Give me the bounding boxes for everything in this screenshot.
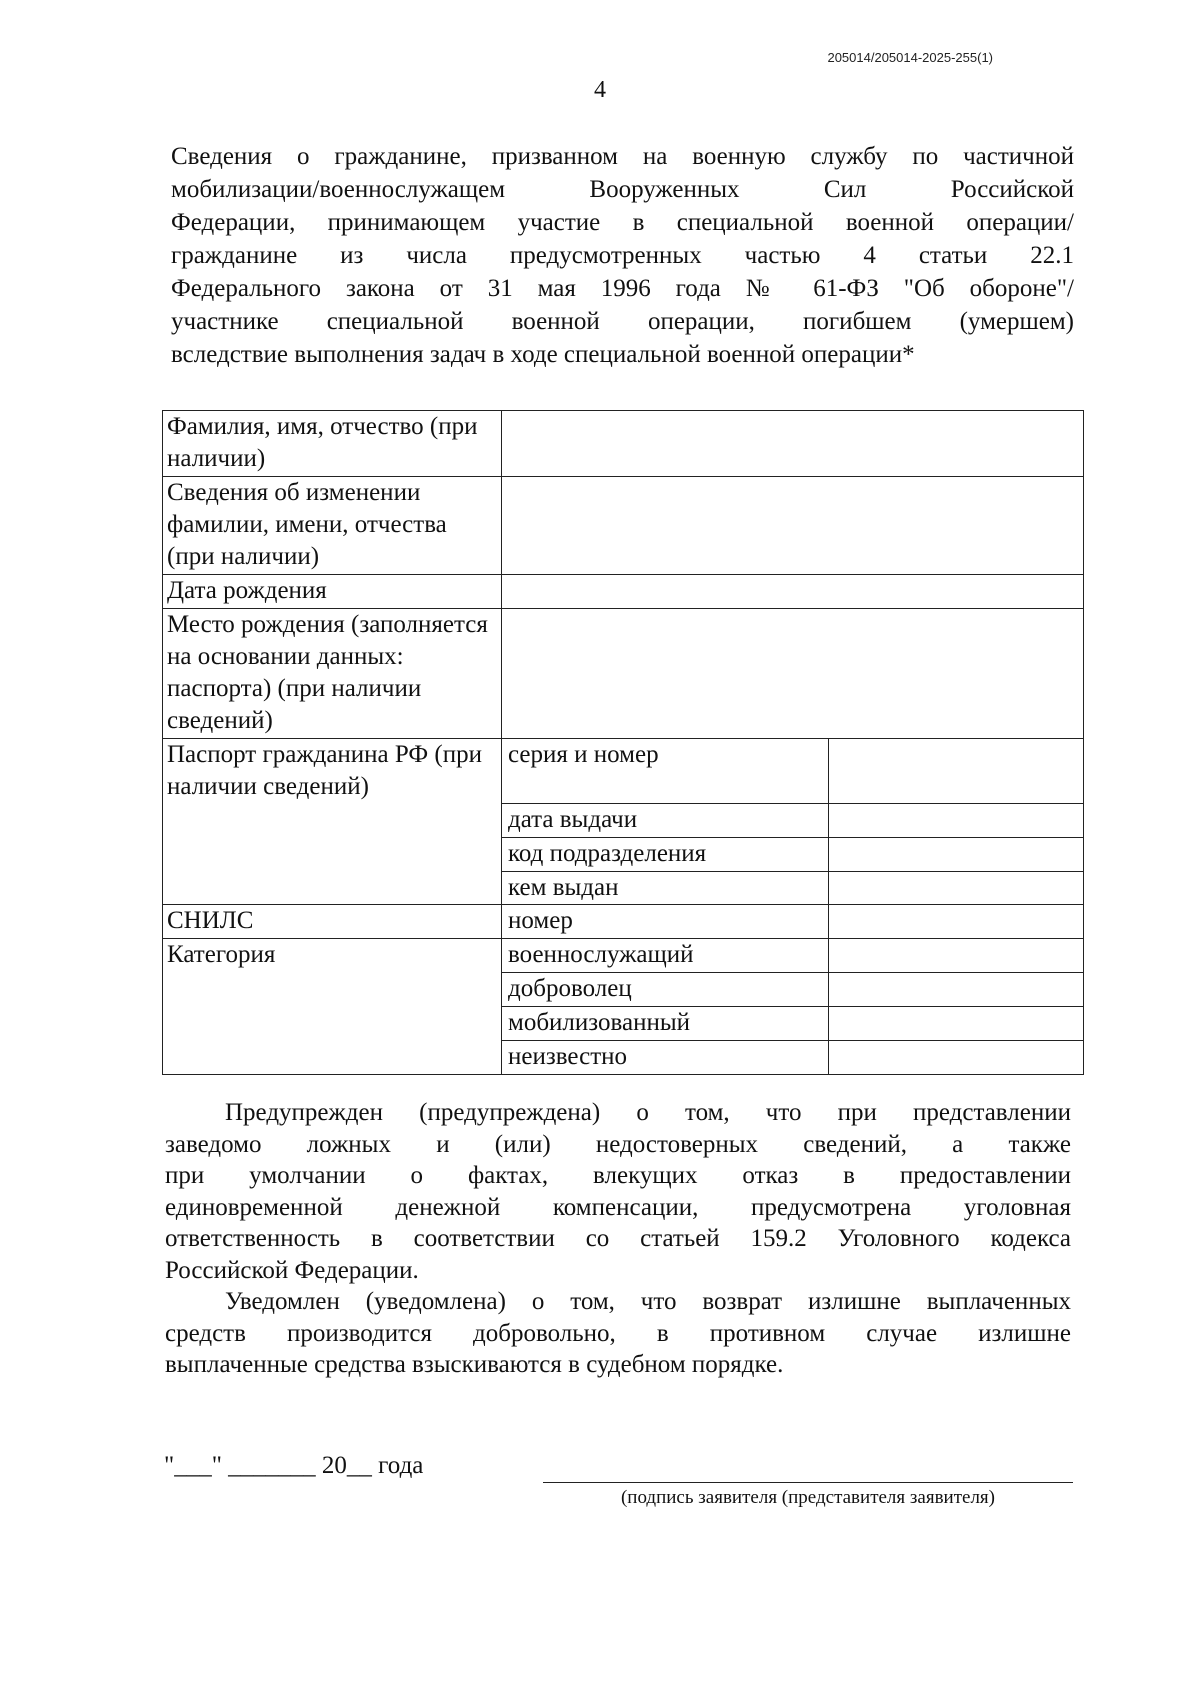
- category-volunteer-label: доброволец: [502, 972, 829, 1006]
- notice-line: выплаченные средства взыскиваются в судебном порядке.: [165, 1351, 784, 1379]
- name-change-field[interactable]: [502, 477, 1084, 575]
- passport-issued-by-label: кем выдан: [502, 871, 829, 904]
- passport-series-label: серия и номер: [502, 739, 829, 804]
- category-serviceman-field[interactable]: [829, 938, 1084, 972]
- signature-date: "___" _______ 20__ года: [164, 1452, 424, 1479]
- warning-line: Предупрежден (предупреждена) о том, что при представлении: [225, 1099, 1071, 1126]
- birth-date-label: Дата рождения: [163, 575, 502, 609]
- document-number: 205014/205014-2025-255(1): [827, 50, 993, 65]
- table-row: [163, 837, 1084, 871]
- warning-line: Российской Федерации.: [165, 1256, 419, 1284]
- table-row: [163, 739, 1084, 804]
- category-label: Категория: [163, 938, 502, 972]
- table-row: [163, 411, 1084, 477]
- signature-caption: (подпись заявителя (представителя заявителя): [620, 1487, 996, 1508]
- heading-line: участнике специальной военной операции, погибшем (умершем): [171, 308, 1074, 335]
- category-label-cont: [163, 972, 502, 1006]
- category-unknown-field[interactable]: [829, 1040, 1084, 1074]
- passport-label-cont: [163, 837, 502, 871]
- category-label-cont: [163, 1040, 502, 1074]
- passport-issue-date-label: дата выдачи: [502, 803, 829, 837]
- passport-unit-code-field[interactable]: [829, 837, 1084, 871]
- heading-line: мобилизации/военнослужащем Вооруженных Сил Российской: [171, 176, 1074, 203]
- table-row: [163, 904, 1084, 938]
- warning-line: при умолчании о фактах, влекущих отказ в предоставлении: [165, 1162, 1071, 1190]
- heading-line: Федерации, принимающем участие в специальной военной операции/: [171, 209, 1074, 236]
- warning-line: заведомо ложных и (или) недостоверных сведений, а также: [165, 1130, 1071, 1158]
- name-change-label: Сведения об изменении фамилии, имени, отчества (при наличии): [163, 477, 502, 575]
- passport-unit-code-label: код подразделения: [502, 837, 829, 871]
- full-name-label: Фамилия, имя, отчество (при наличии): [163, 411, 502, 477]
- heading-line: Федерального закона от 31 мая 1996 года № 61-ФЗ "Об обороне"/: [171, 275, 1074, 302]
- category-mobilized-field[interactable]: [829, 1006, 1084, 1040]
- notice-line: средств производится добровольно, в противном случае излишне: [165, 1319, 1071, 1347]
- category-mobilized-label: мобилизованный: [502, 1006, 829, 1040]
- category-label-cont: [163, 1006, 502, 1040]
- passport-issued-by-field[interactable]: [829, 871, 1084, 904]
- table-row: [163, 1006, 1084, 1040]
- table-row: [163, 609, 1084, 739]
- birth-date-field[interactable]: [502, 575, 1084, 609]
- warning-line: ответственность в соответствии со статьей 159.2 Уголовного кодекса: [165, 1225, 1071, 1253]
- table-row: [163, 1040, 1084, 1074]
- passport-series-field[interactable]: [829, 739, 1084, 804]
- birth-place-field[interactable]: [502, 609, 1084, 739]
- full-name-field[interactable]: [502, 411, 1084, 477]
- table-row: [163, 477, 1084, 575]
- table-row: [163, 871, 1084, 904]
- warning-line: единовременной денежной компенсации, предусмотрена уголовная: [165, 1193, 1071, 1221]
- snils-number-field[interactable]: [829, 904, 1084, 938]
- heading-line: Сведения о гражданине, призванном на военную службу по частичной: [171, 143, 1074, 170]
- passport-issue-date-field[interactable]: [829, 803, 1084, 837]
- table-row: [163, 938, 1084, 972]
- passport-label-cont: [163, 871, 502, 904]
- passport-label: Паспорт гражданина РФ (при наличии сведений): [163, 739, 502, 804]
- birth-place-label: Место рождения (заполняется на основании данных: паспорта) (при наличии сведений): [163, 609, 502, 739]
- table-row: [163, 972, 1084, 1006]
- table-row: [163, 803, 1084, 837]
- category-unknown-label: неизвестно: [502, 1040, 829, 1074]
- table-row: [163, 575, 1084, 609]
- warning-paragraph: [165, 1097, 1071, 1287]
- heading-line: вследствие выполнения задач в ходе специальной военной операции*: [171, 341, 915, 368]
- notice-line: Уведомлен (уведомлена) о том, что возврат излишне выплаченных: [225, 1288, 1071, 1315]
- notice-paragraph: [165, 1286, 1071, 1381]
- snils-number-label: номер: [502, 904, 829, 938]
- heading-line: гражданине из числа предусмотренных частью 4 статьи 22.1: [171, 242, 1074, 269]
- passport-label-cont: [163, 803, 502, 837]
- form-heading: [171, 140, 1074, 371]
- signature-line[interactable]: [543, 1482, 1073, 1483]
- citizen-info-table: [162, 410, 1084, 1075]
- category-serviceman-label: военнослужащий: [502, 938, 829, 972]
- page-number: 4: [594, 77, 606, 103]
- snils-label: СНИЛС: [163, 904, 502, 938]
- category-volunteer-field[interactable]: [829, 972, 1084, 1006]
